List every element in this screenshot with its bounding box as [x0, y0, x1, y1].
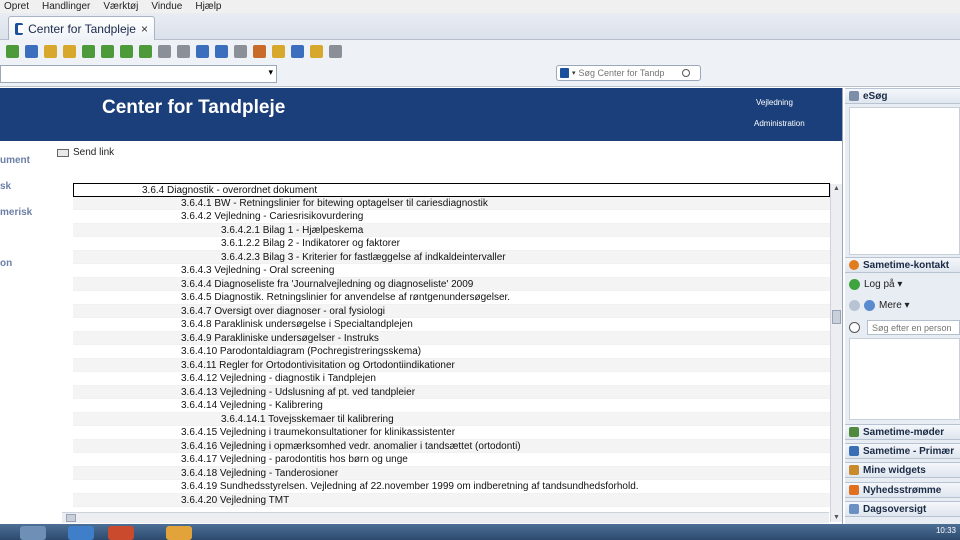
contacts-panel-body — [849, 338, 960, 420]
document-row[interactable]: 3.6.4.9 Parakliniske undersøgelser - Instruks — [73, 332, 830, 346]
page-title: Center for Tandpleje — [102, 97, 286, 118]
send-link-label: Send link — [73, 147, 115, 158]
menu-bar — [0, 0, 960, 13]
search-icon[interactable] — [682, 69, 690, 77]
next-icon[interactable] — [120, 45, 133, 58]
person-search-input-wrap — [867, 320, 960, 335]
sidebar — [845, 88, 960, 524]
search-icon — [849, 91, 859, 101]
main-content — [0, 88, 843, 524]
esog-panel-body — [849, 107, 960, 255]
panel-sametime-contacts[interactable] — [845, 257, 960, 273]
view-icon[interactable] — [158, 45, 171, 58]
document-row[interactable]: 3.6.4.5 Diagnostik. Retningslinier for anvendelse af røntgenundersøgelser. — [73, 291, 830, 305]
document-row[interactable]: 3.6.1.2.2 Bilag 2 - Indikatorer og faktorer — [73, 237, 830, 251]
document-row[interactable]: 3.6.4.17 Vejledning - parodontitis hos børn og unge — [73, 453, 830, 467]
scrollbar-thumb[interactable] — [832, 310, 841, 324]
database-icon — [560, 68, 569, 78]
document-row[interactable]: 3.6.4 Diagnostik - overordnet dokument — [73, 183, 830, 197]
taskbar — [0, 524, 960, 540]
previous-icon[interactable] — [139, 45, 152, 58]
notes-icon[interactable] — [166, 526, 192, 540]
link-administration[interactable]: Administration — [754, 119, 805, 128]
status-icon — [849, 279, 860, 290]
document-row[interactable]: 3.6.4.2.3 Bilag 3 - Kriterier for fastlæggelse af indkaldeintervaller — [73, 251, 830, 265]
address-field[interactable] — [0, 65, 277, 83]
site-banner — [0, 88, 842, 141]
refresh-icon[interactable] — [215, 45, 228, 58]
nav-item-1[interactable]: ument — [0, 155, 30, 166]
document-row[interactable]: 3.6.4.2.1 Bilag 1 - Hjælpeskema — [73, 224, 830, 238]
more-menu[interactable] — [849, 300, 910, 311]
document-row[interactable]: 3.6.4.3 Vejledning - Oral screening — [73, 264, 830, 278]
document-row[interactable]: 3.6.4.1 BW - Retningslinier for bitewing optagelser til cariesdiagnostik — [73, 197, 830, 211]
panel-esog-label: eSøg — [863, 90, 888, 102]
scrollbar-thumb[interactable] — [66, 514, 76, 522]
panel-esog[interactable] — [845, 88, 960, 104]
database-search[interactable] — [556, 65, 701, 81]
window-icon[interactable] — [329, 45, 342, 58]
more-label: Mere ▾ — [879, 300, 910, 311]
folder-icon[interactable] — [272, 45, 285, 58]
menu-vindue[interactable]: Vindue — [151, 1, 183, 12]
send-link[interactable] — [57, 147, 114, 158]
login-menu[interactable] — [849, 279, 902, 290]
document-row[interactable]: 3.6.4.11 Regler for Ortodontivisitation og Ortodontiindikationer — [73, 359, 830, 373]
document-row[interactable]: 3.6.4.13 Vejledning - Udslusning af pt. ved tandpleier — [73, 386, 830, 400]
search-input[interactable] — [579, 68, 679, 78]
menu-hjaelp[interactable]: Hjælp — [195, 1, 222, 12]
close-icon[interactable]: × — [140, 21, 148, 36]
document-row[interactable]: 3.6.4.18 Vejledning - Tanderosioner — [73, 467, 830, 481]
browser-icon[interactable] — [68, 526, 94, 540]
menu-handlinger[interactable]: Handlinger — [42, 1, 91, 12]
link-vejledning[interactable]: Vejledning — [756, 98, 793, 107]
nav-item-4[interactable]: on — [0, 258, 13, 269]
search-icon — [849, 322, 860, 333]
horizontal-scrollbar[interactable] — [62, 512, 829, 523]
navigate-back-icon[interactable] — [6, 45, 19, 58]
address-row — [0, 62, 960, 87]
tab-label: Center for Tandpleje — [28, 21, 136, 36]
document-row[interactable]: 3.6.4.15 Vejledning i traumekonsultationer for klinikassistenter — [73, 426, 830, 440]
scroll-up-icon[interactable]: ▲ — [833, 185, 840, 192]
document-row[interactable]: 3.6.4.8 Paraklinisk undersøgelse i Specialtandplejen — [73, 318, 830, 332]
menu-vaerktoej[interactable]: Værktøj — [103, 1, 139, 12]
mail-icon — [57, 149, 69, 157]
login-label: Log på ▾ — [864, 279, 903, 290]
collapse-icon[interactable] — [101, 45, 114, 58]
nav-item-3[interactable]: merisk — [0, 207, 33, 218]
calendar-icon — [849, 504, 859, 514]
tab-strip — [0, 13, 960, 40]
mail-icon[interactable] — [234, 45, 247, 58]
rss-icon — [849, 485, 859, 495]
clock: 10:33 — [935, 526, 956, 535]
menu-opret[interactable]: Opret — [4, 1, 30, 12]
vertical-scrollbar[interactable] — [830, 184, 842, 522]
sametime-icon — [849, 260, 859, 270]
panel-primary-label: Sametime - Primær — [863, 445, 955, 457]
left-navigation — [0, 141, 44, 524]
print-icon[interactable] — [291, 45, 304, 58]
widget-icon — [849, 465, 859, 475]
start-icon[interactable] — [20, 526, 46, 540]
panel-widgets-label: Mine widgets — [863, 464, 926, 476]
document-row[interactable]: 3.6.4.2 Vejledning - Cariesrisikovurdering — [73, 210, 830, 224]
chevron-down-icon[interactable]: ▾ — [268, 67, 273, 77]
panel-sametime-meetings[interactable] — [845, 424, 960, 440]
chevron-down-icon[interactable]: ▾ — [572, 70, 576, 77]
document-row[interactable]: 3.6.4.10 Parodontaldiagram (Pochregistreringsskema) — [73, 345, 830, 359]
document-row[interactable]: 3.6.4.20 Vejledning TMT — [73, 494, 830, 508]
scroll-down-icon[interactable]: ▼ — [833, 514, 840, 521]
document-row[interactable]: 3.6.4.12 Vejledning - diagnostik i Tandplejen — [73, 372, 830, 386]
panel-day-label: Dagsoversigt — [863, 503, 927, 515]
nav-item-2[interactable]: sk — [0, 181, 12, 192]
navigate-forward-icon[interactable] — [25, 45, 38, 58]
panel-feeds[interactable] — [845, 482, 960, 498]
database-icon — [15, 23, 23, 35]
panel-feeds-label: Nyhedsstrømme — [863, 484, 942, 496]
document-row[interactable]: 3.6.4.14 Vejledning - Kalibrering — [73, 399, 830, 413]
bookmark-icon[interactable] — [310, 45, 323, 58]
powerpoint-icon[interactable] — [108, 526, 134, 540]
toolbar — [0, 40, 960, 62]
chevron-right-icon — [849, 446, 859, 456]
document-list — [73, 183, 830, 508]
meeting-icon — [849, 427, 859, 437]
document-row[interactable]: 3.6.4.16 Vejledning i opmærksomhed vedr. anomalier i tandsættet (ortodonti) — [73, 440, 830, 454]
panel-day-overview[interactable] — [845, 501, 960, 517]
add-contact-icon — [864, 300, 875, 311]
panel-my-widgets[interactable] — [845, 462, 960, 478]
tab-center-for-tandpleje[interactable] — [8, 16, 155, 40]
document-row[interactable]: 3.6.4.7 Oversigt over diagnoser - oral fysiologi — [73, 305, 830, 319]
expand-icon[interactable] — [82, 45, 95, 58]
up-arrow-icon[interactable] — [44, 45, 57, 58]
panel-sametime-primary[interactable] — [845, 443, 960, 459]
panel-sametime-contacts-label: Sametime-kontakt — [863, 259, 950, 271]
document-row[interactable]: 3.6.4.19 Sundhedsstyrelsen. Vejledning af 22.november 1999 om indberetning af tandsundhedsforhold. — [73, 480, 830, 494]
down-arrow-icon[interactable] — [63, 45, 76, 58]
panel-meetings-label: Sametime-møder — [863, 426, 945, 438]
chat-icon — [849, 300, 860, 311]
document-row[interactable]: 3.6.4.14.1 Tovejsskemaer til kalibrering — [73, 413, 830, 427]
document-row[interactable]: 3.6.4.4 Diagnoseliste fra 'Journalvejledning og diagnoseliste' 2009 — [73, 278, 830, 292]
person-search-input[interactable] — [868, 321, 959, 334]
link-icon[interactable] — [253, 45, 266, 58]
unread-icon[interactable] — [177, 45, 190, 58]
binoculars-icon[interactable] — [196, 45, 209, 58]
